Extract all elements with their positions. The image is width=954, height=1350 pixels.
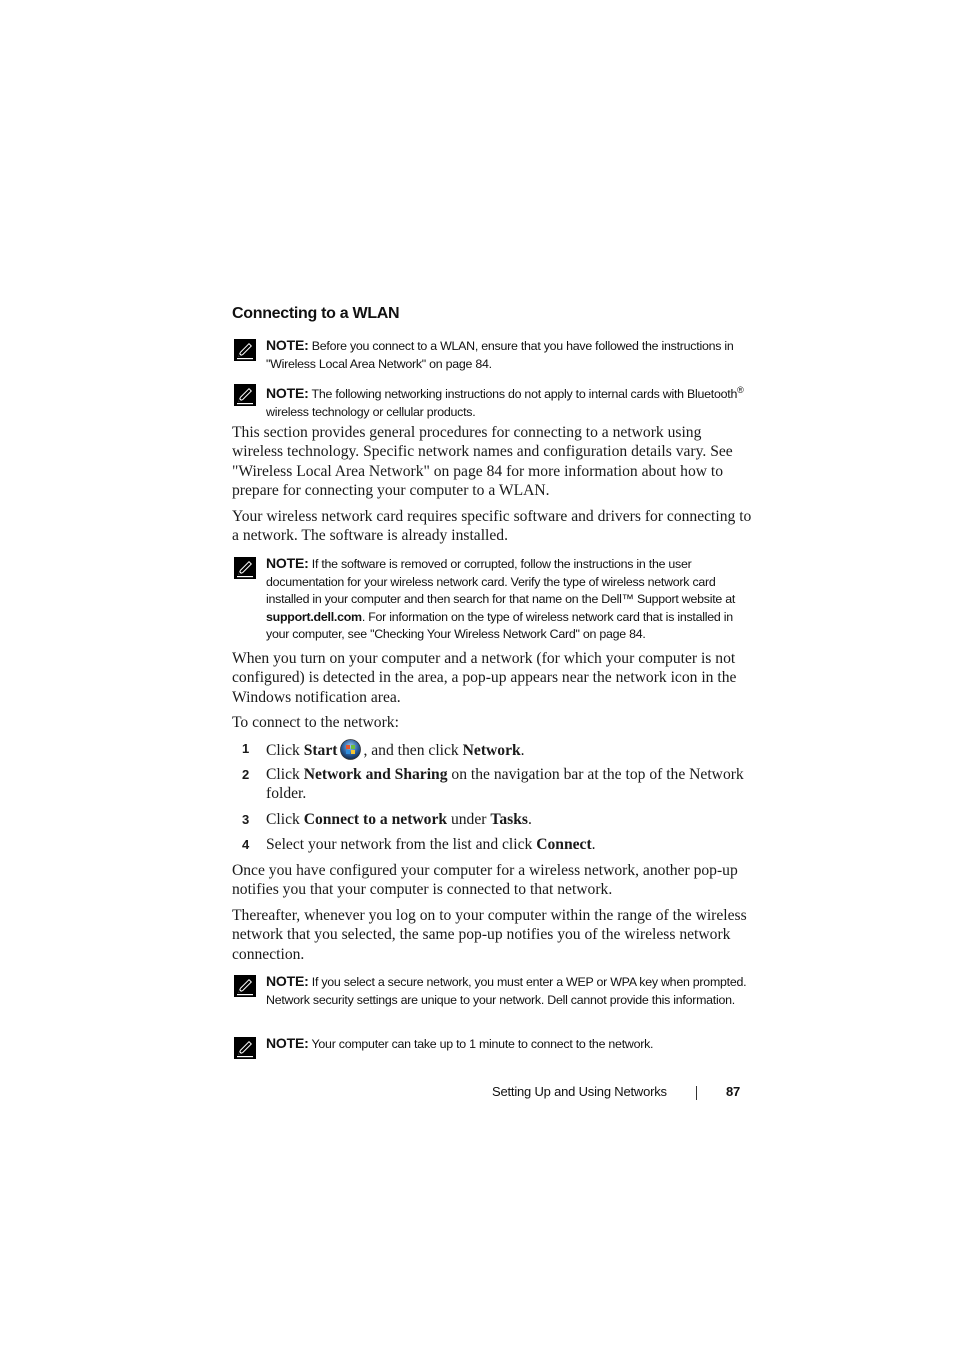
pencil-note-icon	[234, 975, 256, 997]
pencil-note-icon	[234, 557, 256, 579]
step-text: Click	[266, 766, 304, 783]
note-text: The following networking instructions do not apply to internal cards with Bluetooth	[311, 387, 738, 402]
network-label: Network	[462, 742, 521, 759]
step-text: .	[520, 742, 525, 759]
intro-paragraph: This section provides general procedures for connecting to a network using wireless technology. Specific network names and configuration details vary. See "Wireless Local Area Network" on page 84 for more information about how to prepare for connecting your computer to a WLAN.	[232, 424, 733, 500]
note-block	[232, 337, 747, 373]
registered-mark: ®	[737, 385, 744, 395]
step-number: 2	[242, 767, 250, 782]
pencil-note-icon	[234, 339, 256, 361]
step-number: 1	[242, 741, 250, 756]
configured-paragraph: Once you have configured your computer for a wireless network, another pop-up notifies you that your computer is connected to that network.	[232, 862, 738, 899]
note-text: If you select a secure network, you must enter a WEP or WPA key when prompted. Network security settings are unique to your network. Dell cannot provide this information.	[266, 975, 747, 1007]
note-label: NOTE:	[266, 973, 309, 989]
network-sharing-label: Network and Sharing	[303, 766, 448, 783]
step-text: Select your network from the list and click	[266, 836, 537, 853]
step-text: under	[447, 811, 491, 828]
note-text: If the software is removed or corrupted, follow the instructions in the user documentation for your wireless network card. Verify the type of wireless network card installed in your computer and then search for that name on the Dell™ Support website at	[266, 557, 736, 607]
pencil-note-icon	[234, 384, 256, 406]
support-link[interactable]: support.dell.com	[266, 609, 362, 624]
connect-network-label: Connect to a network	[303, 811, 448, 828]
step-text: .	[527, 811, 532, 828]
note-block	[232, 1035, 747, 1054]
step-text: on the navigation bar at the top of the Network folder.	[266, 766, 744, 803]
note-label: NOTE:	[266, 1035, 309, 1051]
note-text-continued: . For information on the type of wireless network card that is installed in your computer, see "Checking Your Wireless Network Card" on page 84.	[266, 609, 733, 642]
note-block	[232, 382, 747, 421]
pencil-note-icon	[234, 1037, 256, 1059]
note-text-continued: wireless technology or cellular products.	[266, 404, 476, 419]
step-item	[232, 739, 752, 760]
step-text: Click	[266, 811, 304, 828]
popup-paragraph: When you turn on your computer and a network (for which your computer is not configured) is detected in the area, a pop-up appears near the network icon in the Windows notification area.	[232, 650, 737, 706]
note-text: Your computer can take up to 1 minute to connect to the network.	[311, 1037, 654, 1051]
step-number: 3	[242, 812, 250, 827]
note-text: Before you connect to a WLAN, ensure that you have followed the instructions in "Wireless Local Area Network" on page 84.	[266, 339, 734, 371]
section-heading: Connecting to a WLAN	[232, 305, 400, 322]
windows-start-orb-icon	[340, 739, 361, 760]
tasks-label: Tasks	[490, 811, 528, 828]
step-item	[232, 765, 752, 804]
footer-divider	[696, 1086, 697, 1100]
note-block	[232, 973, 747, 1009]
connect-label: Connect	[536, 836, 592, 853]
note-label: NOTE:	[266, 385, 309, 402]
step-number: 4	[242, 837, 250, 852]
note-block	[232, 555, 747, 644]
step-text: Click	[266, 742, 304, 759]
note-label: NOTE:	[266, 337, 309, 353]
step-item	[232, 835, 752, 854]
thereafter-paragraph: Thereafter, whenever you log on to your computer within the range of the wireless network that you selected, the same pop-up notifies you of the wireless network connection.	[232, 907, 747, 963]
step-item	[232, 810, 752, 829]
software-paragraph: Your wireless network card requires specific software and drivers for connecting to a network. The software is already installed.	[232, 508, 752, 545]
note-label: NOTE:	[266, 555, 309, 571]
footer-section-title: Setting Up and Using Networks	[492, 1084, 667, 1099]
step-text: , and then click	[363, 742, 463, 759]
page-footer	[492, 1084, 742, 1104]
step-text: .	[591, 836, 596, 853]
start-label: Start	[303, 742, 338, 759]
page-number: 87	[726, 1084, 741, 1099]
to-connect-paragraph: To connect to the network:	[232, 714, 399, 731]
